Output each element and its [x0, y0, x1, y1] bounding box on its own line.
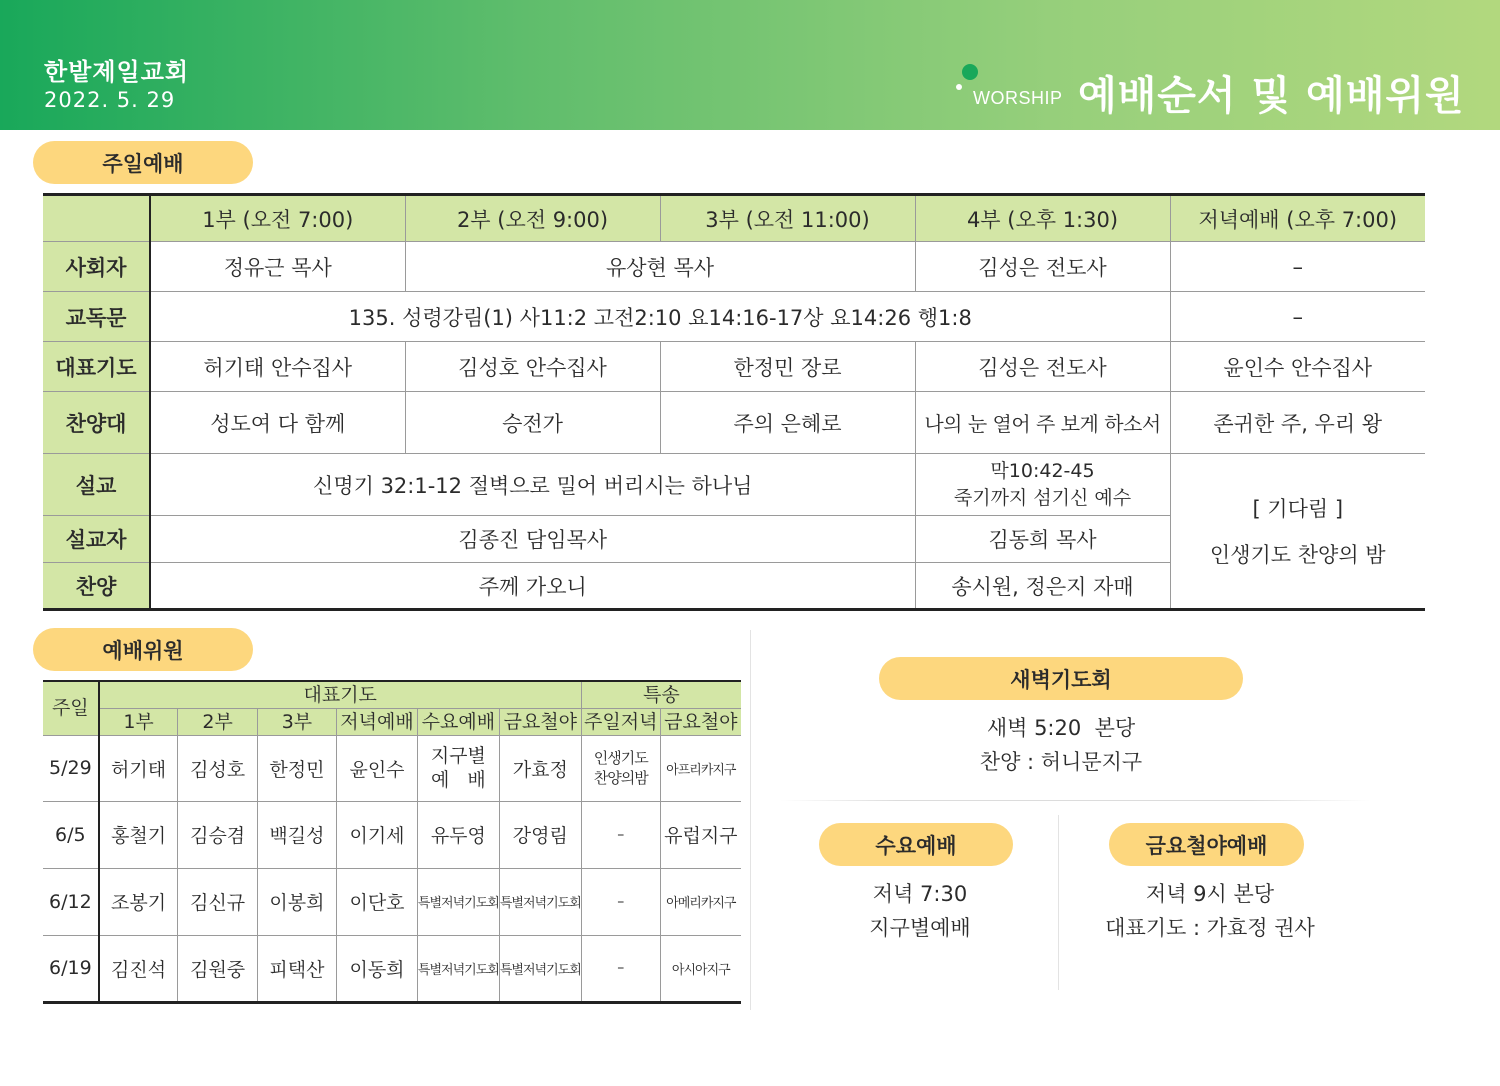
page-title: 예배순서 및 예배위원: [1078, 73, 1465, 119]
row-label: 교독문: [43, 292, 150, 342]
table-row: [43, 735, 741, 801]
row-label: 설교: [43, 454, 150, 516]
friday-vigil-info: [1090, 877, 1330, 945]
reading-row: [43, 292, 1425, 342]
table-cell: 김종진 담임목사: [150, 516, 915, 563]
duty-sub-header-row: [43, 708, 741, 735]
column-header: 저녁예배 (오후 7:00): [1170, 195, 1425, 242]
duty-group-header-row: [43, 681, 741, 708]
bulletin-date: 2022. 5. 29: [44, 88, 176, 112]
table-cell: 존귀한 주, 우리 왕: [1170, 392, 1425, 454]
table-row: [43, 868, 741, 935]
wednesday-time: 저녁 7:30: [872, 882, 968, 906]
table-row: [43, 935, 741, 1002]
column-header: 수요예배: [417, 708, 499, 735]
table-cell: 유두영: [417, 801, 499, 868]
table-cell: 정유근 목사: [150, 242, 405, 292]
table-cell: 한정민 장로: [660, 342, 915, 392]
row-label: 사회자: [43, 242, 150, 292]
dawn-prayer-info: [879, 711, 1243, 779]
spacer: [1175, 523, 1422, 539]
evening-program-subtitle: 인생기도 찬양의 밤: [1209, 543, 1386, 567]
table-cell: 성도여 다 함께: [150, 392, 405, 454]
choir-row: [43, 392, 1425, 454]
duty-pill: 예배위원: [33, 628, 253, 671]
prayer-row: [43, 342, 1425, 392]
date-cell: 6/12: [43, 868, 99, 935]
table-cell: 승전가: [405, 392, 660, 454]
vertical-divider: [1058, 815, 1059, 990]
column-group-header: 특송: [581, 681, 741, 708]
table-cell: 유상현 목사: [405, 242, 915, 292]
evening-program-cell: [1170, 454, 1425, 610]
table-cell: 아메리카지구: [660, 868, 741, 935]
table-cell: 나의 눈 열어 주 보게 하소서: [915, 392, 1170, 454]
table-cell: 특별저녁기도회: [417, 868, 499, 935]
column-header: 1부 (오전 7:00): [150, 195, 405, 242]
column-header: 저녁예배: [337, 708, 418, 735]
date-cell: 5/29: [43, 735, 99, 801]
table-cell: 김신규: [178, 868, 257, 935]
sermon-text: 막10:42-45: [990, 459, 1095, 482]
table-cell: 허기태: [99, 735, 178, 801]
sermon-title: 죽기까지 섬기신 예수: [953, 486, 1132, 509]
vertical-divider: [750, 630, 751, 1010]
date-cell: 6/5: [43, 801, 99, 868]
wednesday-worship-pill: 수요예배: [819, 823, 1013, 866]
wednesday-worship-info: [800, 877, 1040, 945]
table-cell: [581, 735, 660, 801]
row-label: 찬양: [43, 563, 150, 610]
table-cell: 아프리카지구: [660, 735, 741, 801]
worship-label: WORSHIP: [973, 88, 1063, 108]
row-label: 찬양대: [43, 392, 150, 454]
table-cell: 김성은 전도사: [915, 242, 1170, 292]
horizontal-divider: [780, 800, 1370, 801]
table-cell: [417, 735, 499, 801]
column-header: 4부 (오후 1:30): [915, 195, 1170, 242]
table-cell: 주의 은혜로: [660, 392, 915, 454]
table-cell: 가효정: [499, 735, 581, 801]
table-cell: 피택산: [257, 935, 336, 1002]
table-cell: 허기태 안수집사: [150, 342, 405, 392]
table-cell: 이단호: [337, 868, 418, 935]
table-row: [43, 801, 741, 868]
table-cell: 김승겸: [178, 801, 257, 868]
table-cell: 김성호: [178, 735, 257, 801]
row-label: 대표기도: [43, 342, 150, 392]
column-header: 3부 (오전 11:00): [660, 195, 915, 242]
evening-program-title: [ 기다림 ]: [1252, 497, 1344, 521]
table-header-row: [43, 195, 1425, 242]
table-cell: 한정민: [257, 735, 336, 801]
column-header: 2부 (오전 9:00): [405, 195, 660, 242]
church-name: 한밭제일교회: [44, 58, 190, 86]
dawn-prayer-pill: 새벽기도회: [879, 657, 1243, 700]
green-dot-icon: [962, 64, 978, 80]
table-cell: 135. 성령강림(1) 사11:2 고전2:10 요14:16-17상 요14:26 행1:8: [150, 292, 1170, 342]
date-cell: 6/19: [43, 935, 99, 1002]
table-cell: 이동희: [337, 935, 418, 1002]
table-cell: 강영림: [499, 801, 581, 868]
column-header: 3부: [257, 708, 336, 735]
table-cell: 아시아지구: [660, 935, 741, 1002]
white-dot-icon: [956, 84, 962, 90]
duty-table: [43, 680, 741, 1004]
table-cell: 윤인수 안수집사: [1170, 342, 1425, 392]
presider-row: [43, 242, 1425, 292]
table-cell: 송시원, 정은지 자매: [915, 563, 1170, 610]
table-cell: 주께 가오니: [150, 563, 915, 610]
friday-vigil-pill: 금요철야예배: [1109, 823, 1304, 866]
table-cell: 김원중: [178, 935, 257, 1002]
table-cell: 이봉희: [257, 868, 336, 935]
table-cell: –: [1170, 242, 1425, 292]
column-header: 주일: [43, 681, 99, 735]
column-header: 1부: [99, 708, 178, 735]
table-cell: 김성은 전도사: [915, 342, 1170, 392]
cell-line: 지구별: [430, 745, 486, 767]
cell-line: 찬양의밤: [593, 769, 648, 787]
friday-prayer: 대표기도 : 가효정 권사: [1105, 916, 1315, 940]
column-header: 금요철야: [660, 708, 741, 735]
column-header: 금요철야: [499, 708, 581, 735]
table-cell: –: [1170, 292, 1425, 342]
sermon-row: [43, 454, 1425, 516]
table-cell: 특별저녁기도회: [417, 935, 499, 1002]
column-header: 주일저녁: [581, 708, 660, 735]
corner-cell: [43, 195, 150, 242]
dawn-prayer-time: 새벽 5:20 본당: [986, 716, 1136, 740]
column-header: 2부: [178, 708, 257, 735]
column-group-header: 대표기도: [99, 681, 582, 708]
table-cell: –: [581, 801, 660, 868]
cell-line: 인생기도: [593, 749, 648, 767]
table-cell: 김진석: [99, 935, 178, 1002]
table-cell: 김동희 목사: [915, 516, 1170, 563]
sunday-worship-table: [43, 193, 1425, 611]
table-cell: 특별저녁기도회: [499, 868, 581, 935]
cell-line: 예 배: [430, 769, 486, 791]
sunday-worship-pill: 주일예배: [33, 141, 253, 184]
table-cell: 특별저녁기도회: [499, 935, 581, 1002]
table-cell: 유럽지구: [660, 801, 741, 868]
table-cell: 이기세: [337, 801, 418, 868]
table-cell: 홍철기: [99, 801, 178, 868]
table-cell: 백길성: [257, 801, 336, 868]
header-banner: [0, 0, 1500, 130]
row-label: 설교자: [43, 516, 150, 563]
table-cell: 조봉기: [99, 868, 178, 935]
table-cell: [915, 454, 1170, 516]
table-cell: 윤인수: [337, 735, 418, 801]
table-cell: 신명기 32:1-12 절벽으로 밀어 버리시는 하나님: [150, 454, 915, 516]
friday-time: 저녁 9시 본당: [1145, 882, 1275, 906]
dawn-prayer-praise: 찬양 : 허니문지구: [979, 750, 1143, 774]
table-cell: 김성호 안수집사: [405, 342, 660, 392]
table-cell: –: [581, 868, 660, 935]
table-cell: –: [581, 935, 660, 1002]
wednesday-type: 지구별예배: [869, 916, 971, 940]
